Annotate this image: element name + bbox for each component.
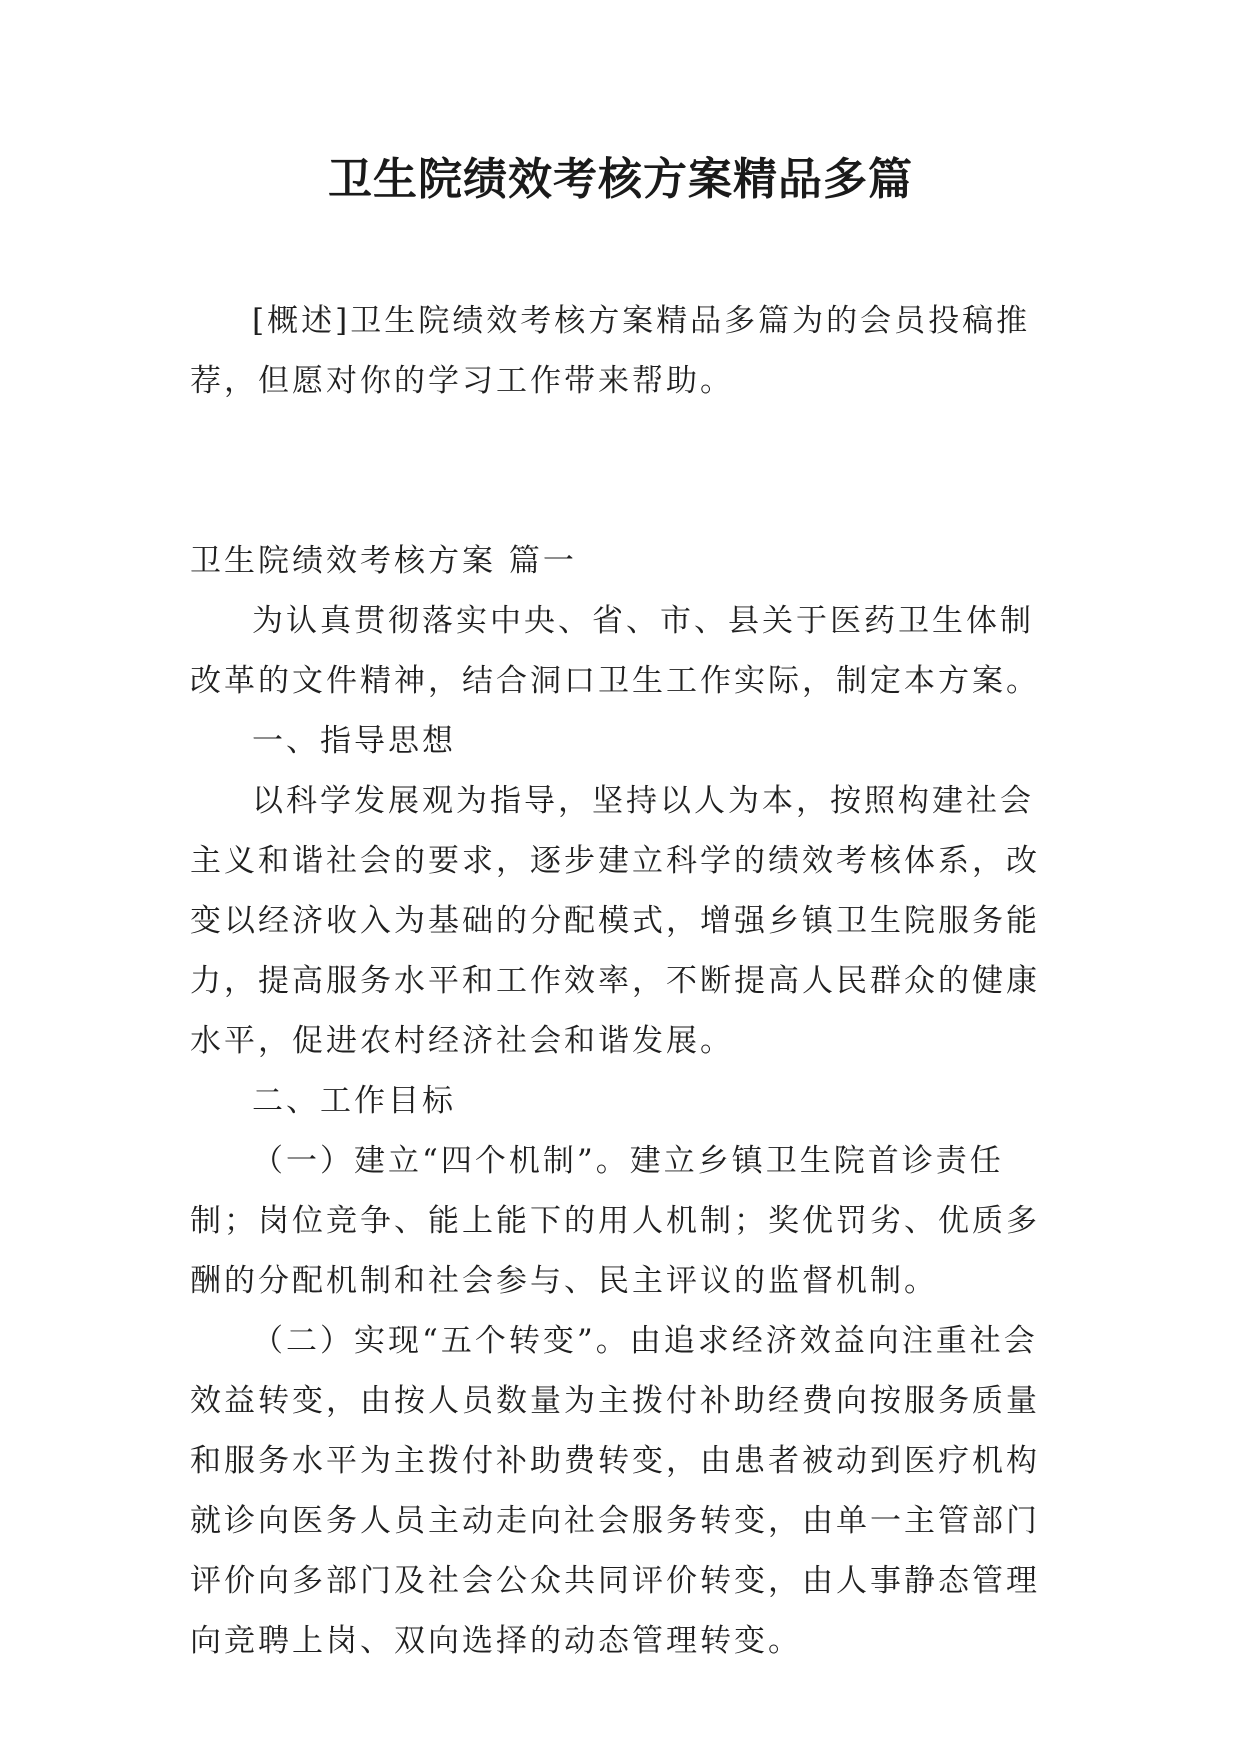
document-body [190,291,1050,1671]
paragraph-five-transformations: （二）实现“五个转变”。由追求经济效益向注重社会效益转变，由按人员数量为主拨付补助经费向按服务质量和服务水平为主拨付补助费转变，由患者被动到医疗机构就诊向医务人员主动走向社会服务转变，由单一主管部门评价向多部门及社会公众共同评价转变，由人事静态管理向竞聘上岗、双向选择的动态管理转变。 [190,1323,1040,1659]
heading-work-goals: 二、工作目标 [252,1083,456,1119]
heading-guiding-ideology: 一、指导思想 [252,723,456,759]
section-title: 卫生院绩效考核方案 篇一 [190,543,577,579]
summary-paragraph: [概述]卫生院绩效考核方案精品多篇为的会员投稿推荐，但愿对你的学习工作带来帮助。 [190,303,1031,399]
paragraph-intro: 为认真贯彻落实中央、省、市、县关于医药卫生体制改革的文件精神，结合洞口卫生工作实际，制定本方案。 [190,603,1040,699]
paragraph-four-mechanisms: （一）建立“四个机制”。建立乡镇卫生院首诊责任制；岗位竞争、能上能下的用人机制；奖优罚劣、优质多酬的分配机制和社会参与、民主评议的监督机制。 [190,1143,1040,1299]
document-title: 卫生院绩效考核方案精品多篇 [328,154,913,205]
section-spacer [190,411,1050,531]
paragraph-guiding-ideology: 以科学发展观为指导，坚持以人为本，按照构建社会主义和谐社会的要求，逐步建立科学的绩效考核体系，改变以经济收入为基础的分配模式，增强乡镇卫生院服务能力，提高服务水平和工作效率，不断提高人民群众的健康水平，促进农村经济社会和谐发展。 [190,783,1040,1059]
